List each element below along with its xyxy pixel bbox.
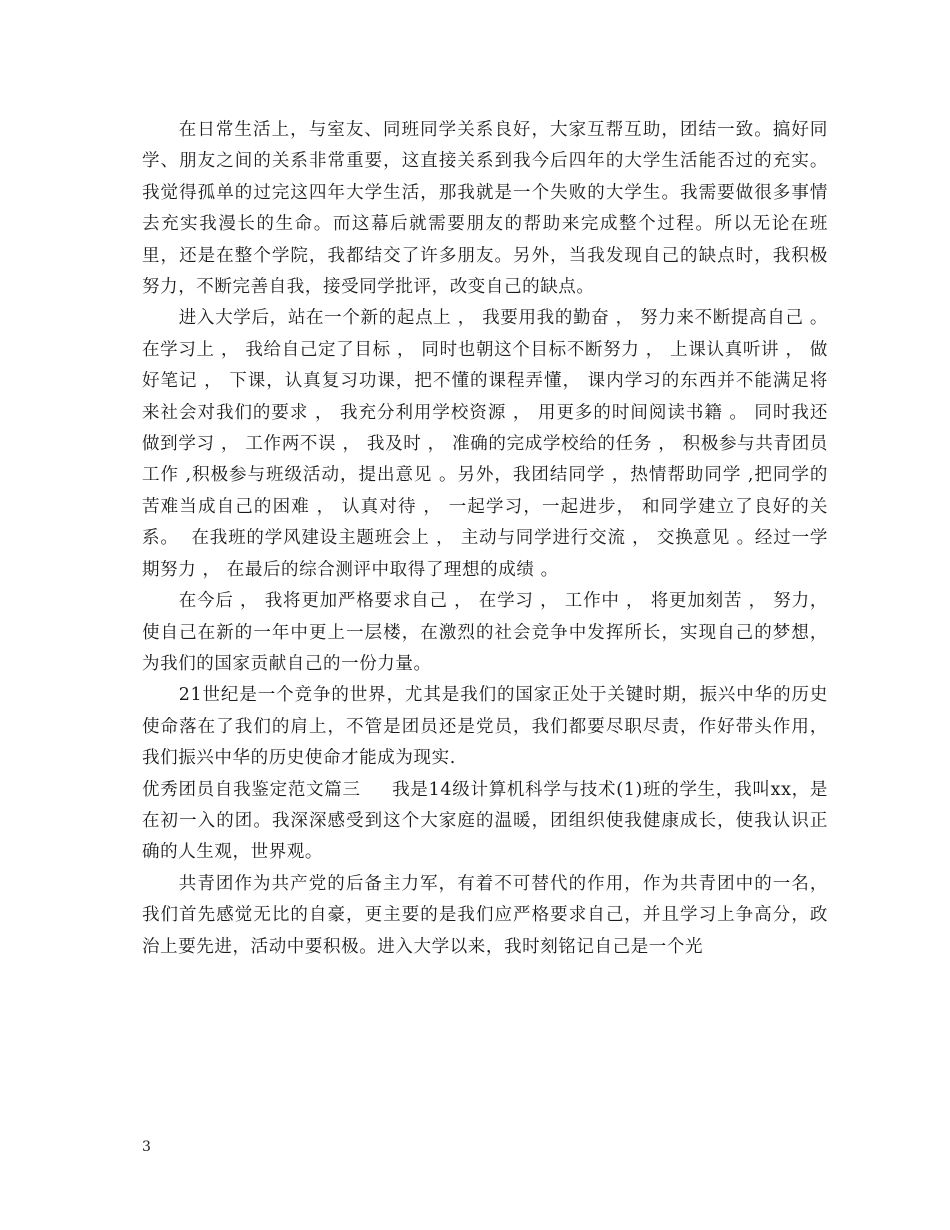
page-number: 3 [142,1139,151,1155]
paragraph-21st-century: 21世纪是一个竞争的世界，尤其是我们的国家正处于关键时期，振兴中华的历史使命落在了我们的肩上，不管是团员还是党员，我们都要尽职尽责，作好带头作用，我们振兴中华的历史使命才能成为现实. [142,685,828,769]
paragraph-youth-league: 共青团作为共产党的后备主力军，有着不可替代的作用，作为共青团中的一名，我们首先感觉无比的自豪，更主要的是我们应严格要求自己，并且学习上争高分，政治上要先进，活动中要积极。进入大学以来，我时刻铭记自己是一个光 [142,873,828,957]
paragraph-daily-life: 在日常生活上，与室友、同班同学关系良好，大家互帮互助，团结一致。搞好同学、朋友之间的关系非常重要，这直接关系到我今后四年的大学生活能否过的充实。我觉得孤单的过完这四年大学生活，那我就是一个失败的大学生。我需要做很多事情去充实我漫长的生命。而这幕后就需要朋友的帮助来完成整个过程。所以无论在班里，还是在整个学院，我都结交了许多朋友。另外，当我发现自己的缺点时，我积极努力，不断完善自我，接受同学批评，改变自己的缺点。 [142,120,828,298]
paragraph-future-plans: 在今后 ， 我将更加严格要求自己 ， 在学习 ， 工作中 ， 将更加刻苦 ， 努力，使自己在新的一年中更上一层楼，在激烈的社会竞争中发挥所长，实现自己的梦想，为我们的国家贡献自己的一份力量。 [142,591,828,674]
paragraph-university-study: 进入大学后，站在一个新的起点上 ， 我要用我的勤奋 ， 努力来不断提高自己 。在学习上 ， 我给自己定了目标 ， 同时也朝这个目标不断努力 ， 上课认真听讲 ， 做好笔记 ， 下课，认真复习功课，把不懂的课程弄懂， 课内学习的东西并不能满足将来社会对我们的要求 ， 我充分利用学校资源 ， 用更多的时间阅读书籍 。 同时我还做到学习 ， 工作两不误 ， 我及时 ， 准确的完成学校给的任务 ， 积极参与共青团员工作 ,积极参与班级活动，提出意见 。另外，我团结同学 ，热情帮助同学 ,把同学的苦难当成自己的困难 ， 认真对待 ， 一起学习，一起进步， 和同学建立了良好的关系。 在我班的学风建设主题班会上 ， 主动与同学进行交流 ， 交换意见 。经过一学期努力 ， 在最后的综合测评中取得了理想的成绩 。 [142,308,828,580]
paragraph-sample-three-intro: 优秀团员自我鉴定范文篇三 我是14级计算机科学与技术(1)班的学生，我叫xx，是在初一入的团。我深深感受到这个大家庭的温暖，团组织使我健康成长，使我认识正确的人生观，世界观。 [142,779,828,863]
document-body [142,115,828,963]
